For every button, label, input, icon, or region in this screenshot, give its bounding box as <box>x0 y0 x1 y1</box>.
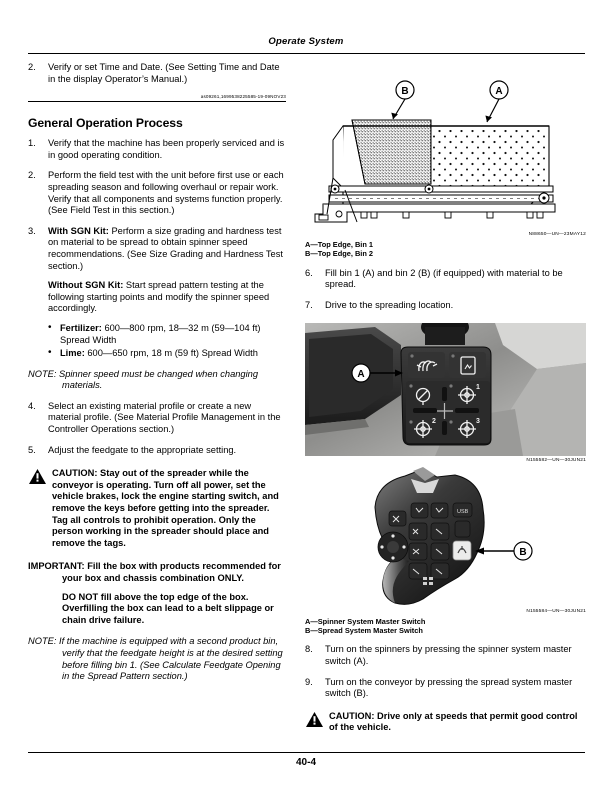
step-text: Turn on the conveyor by pressing the spread system master switch (B). <box>325 676 573 699</box>
step-text: Verify that the machine has been properly serviced and is in good operating condition. <box>48 138 285 160</box>
important-fill-box: IMPORTANT: Fill the box with products recommended for your box and chassis combination ONLY. <box>28 561 281 583</box>
list-item <box>28 348 286 360</box>
svg-text:USB: USB <box>457 508 469 515</box>
step-3-lead-text: Perform a size grading and hardness test on material to be spread to obtain spinner speed recommendations. (See Size Grading and Hardness Test section.) <box>48 225 283 271</box>
step-text: Perform the field test with the unit before first use or each spreading season and following overhaul or repair work. Verify that all components and systems function properly. (See Field Test in this section.) <box>48 170 284 216</box>
section-title: General Operation Process <box>28 116 183 131</box>
left-column <box>28 62 286 692</box>
legend-item-a: A—Spinner System Master Switch <box>305 616 426 626</box>
figure-1-legend <box>305 240 586 259</box>
figure-switch-panel <box>305 323 586 456</box>
figure-3-reference-code: N155584—UN—30JUN21 <box>526 608 586 614</box>
svg-text:1: 1 <box>476 383 480 391</box>
right-column <box>305 62 586 743</box>
step-number: 6. <box>305 267 313 278</box>
step-number: 4. <box>28 400 36 411</box>
step-text: Select an existing material profile or create a new material profile. (See Material Profile Management in the Controller Operations section.) <box>48 400 281 435</box>
step-number: 1. <box>28 138 36 149</box>
step-4 <box>28 401 286 436</box>
note-spinner-speed: NOTE: Spinner speed must be changed when changing materials. <box>28 368 258 391</box>
step-number: 7. <box>305 300 313 310</box>
footer-divider <box>28 752 585 753</box>
legend-item-b: B—Top Edge, Bin 2 <box>305 249 374 259</box>
note-second-bin: NOTE: If the machine is equipped with a second product bin, verify that the feedgate height is at the desired setting before filling bin 1. (See Calculate Feedgate Opening in the Spread Pattern section.) <box>28 636 283 682</box>
important-do-not-fill: DO NOT fill above the top edge of the box. Overfilling the box can lead to a belt slippage or chain drive failure. <box>62 591 274 625</box>
caution-text: CAUTION: Drive only at speeds that permit good control of the vehicle. <box>329 710 578 733</box>
warning-triangle-icon <box>306 712 323 727</box>
step-3-second-label: Without SGN Kit: <box>48 280 124 291</box>
header-divider <box>28 53 585 54</box>
figure-2-reference-code: N155582—UN—30JUN21 <box>526 457 586 463</box>
topic-reference-code: as09261,1699538225585-19-09NOV23 <box>200 94 286 100</box>
spread-master-switch <box>453 541 471 560</box>
step-text: Turn on the spinners by pressing the spinner system master switch (A). <box>325 644 572 666</box>
step-number: 3. <box>28 225 36 236</box>
figure-spreader-box <box>305 62 586 230</box>
step-9 <box>305 677 586 700</box>
step-3 <box>28 226 286 272</box>
caution-conveyor <box>28 468 286 549</box>
step-number: 9. <box>305 676 313 687</box>
bullet-text: 600—650 rpm, 18 m (59 ft) Spread Width <box>84 348 258 359</box>
step-5 <box>28 445 286 457</box>
step-1 <box>28 138 286 161</box>
step-2 <box>28 170 286 216</box>
svg-text:A: A <box>495 86 503 97</box>
legend-item-b: B—Spread System Master Switch <box>305 626 423 635</box>
step-text: Verify or set Time and Date. (See Setting Time and Date in the display Operator’s Manual.) <box>48 62 280 84</box>
bullet-label: Lime: <box>60 348 85 359</box>
step-text: Fill bin 1 (A) and bin 2 (B) (if equipped) with material to be spread. <box>325 267 563 290</box>
legend-item-a: A—Top Edge, Bin 1 <box>305 240 374 249</box>
svg-text:2: 2 <box>432 417 436 425</box>
step-6 <box>305 268 586 291</box>
step-number: 2. <box>28 62 36 72</box>
step-3-second <box>28 280 286 315</box>
step-text: Adjust the feedgate to the appropriate setting. <box>48 444 237 455</box>
step-8 <box>305 644 586 667</box>
step-7 <box>305 300 586 312</box>
topic-divider <box>28 101 286 102</box>
step-text: Drive to the spreading location. <box>325 300 454 310</box>
step-number: 2. <box>28 170 36 181</box>
figure-3-legend <box>305 617 586 636</box>
spinner-speed-bullets <box>28 323 286 360</box>
svg-text:B: B <box>519 546 527 558</box>
svg-text:3: 3 <box>476 417 480 425</box>
step-3-second-text: Start spread pattern testing at the following starting points and modify the spinner speed accordingly. <box>48 280 270 314</box>
list-item <box>28 323 286 346</box>
caution-drive-speed <box>305 711 586 734</box>
figure-1-reference-code: N88650—UN—23MAY12 <box>528 232 586 237</box>
page-header-title: Operate System <box>268 36 344 47</box>
figure-joystick <box>305 467 586 607</box>
svg-text:A: A <box>357 368 365 380</box>
caution-text: CAUTION: Stay out of the spreader while the conveyor is operating. Turn off all power, set the vehicle brakes, lock the engine starting switch, and remove the keys before getting into the spreader. Tag all controls to prohibit operation. Only the person working in the spreader should place and remove the tags. <box>52 468 279 548</box>
bullet-label: Fertilizer: <box>60 322 102 333</box>
svg-text:B: B <box>401 86 409 97</box>
step-3-lead-label: With SGN Kit: <box>48 225 109 236</box>
step-number: 8. <box>305 644 313 655</box>
step-number: 5. <box>28 444 36 455</box>
warning-triangle-icon <box>29 469 46 484</box>
bullet-text: 600—800 rpm, 18—32 m (59—104 ft) Spread Width <box>60 322 261 345</box>
step-2-top <box>28 62 286 85</box>
page-number: 40-4 <box>295 757 316 768</box>
